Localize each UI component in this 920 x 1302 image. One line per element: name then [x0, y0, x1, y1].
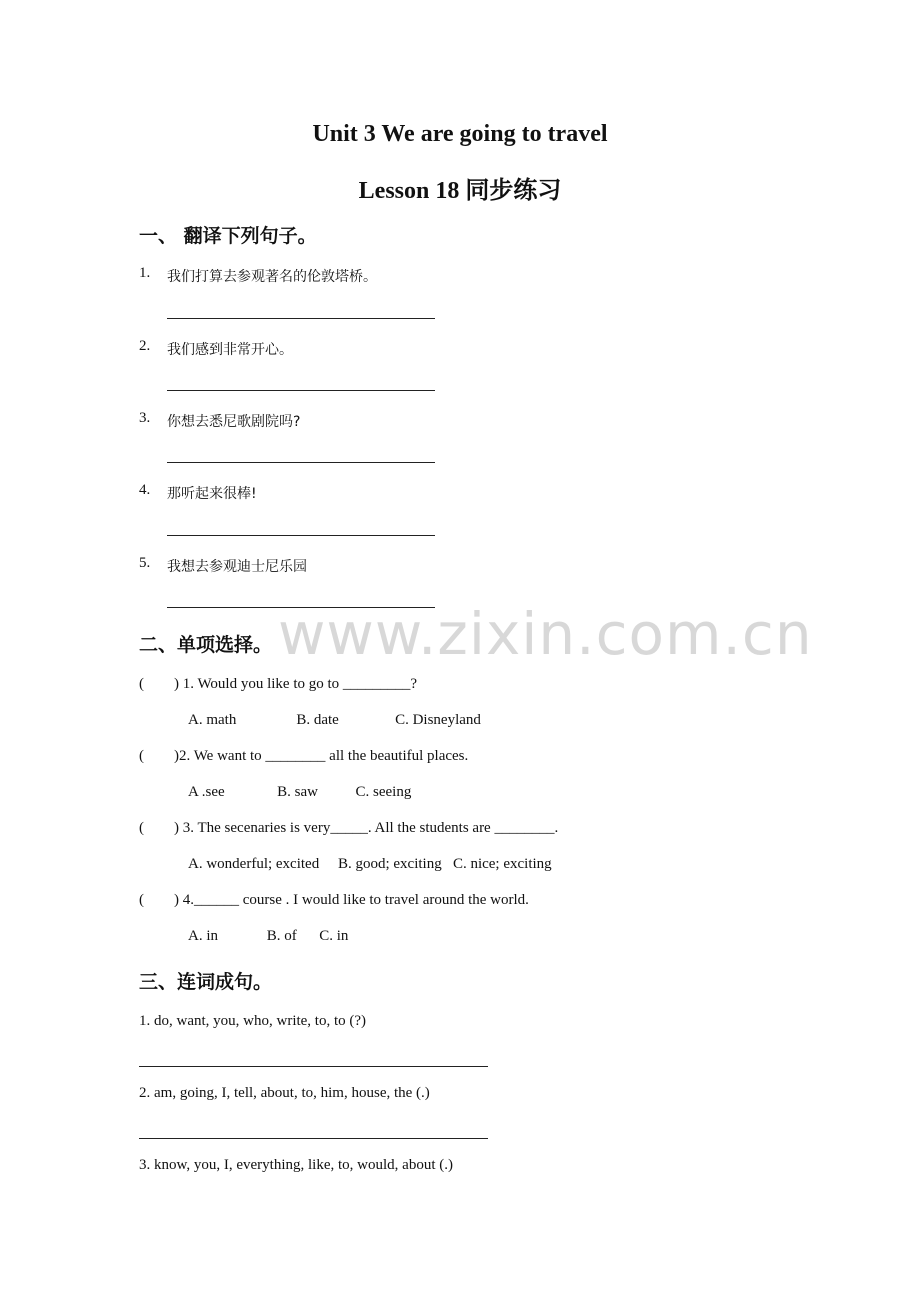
s1-item-4-number: 4. — [139, 482, 151, 498]
s1-item-2-number: 2. — [139, 338, 151, 354]
s1-item-5-number: 5. — [139, 555, 151, 571]
s1-answer-line-1 — [167, 318, 435, 319]
s1-item-2-text: 我们感到非常开心。 — [167, 342, 293, 358]
s1-item-4-text: 那听起来很棒! — [167, 486, 257, 502]
section1-heading: 一、 翻译下列句子。 — [139, 225, 317, 247]
s3-item-2: 2. am, going, I, tell, about, to, him, house, the (.) — [139, 1085, 430, 1101]
s1-answer-line-5 — [167, 607, 435, 608]
s3-answer-line-2 — [139, 1138, 488, 1139]
s3-item-1: 1. do, want, you, who, write, to, to (?) — [139, 1013, 367, 1029]
s1-answer-line-4 — [167, 535, 435, 536]
watermark-text: www.zixin.com.cn — [278, 600, 813, 668]
section3-heading: 三、连词成句。 — [139, 971, 273, 993]
s2-question-4-options: A. in B. of C. in — [188, 928, 349, 944]
s3-item-3: 3. know, you, I, everything, like, to, would, about (.) — [139, 1157, 453, 1173]
s2-question-2: ( )2. We want to ________ all the beautiful places. — [139, 748, 469, 764]
s1-item-3-number: 3. — [139, 410, 151, 426]
page-subtitle: Lesson 18 同步练习 — [358, 178, 562, 204]
s2-question-3: ( ) 3. The secenaries is very_____. All the students are ________. — [139, 820, 559, 836]
s2-question-4: ( ) 4.______ course . I would like to travel around the world. — [139, 892, 529, 908]
s1-item-1-text: 我们打算去参观著名的伦敦塔桥。 — [167, 269, 377, 285]
s2-question-3-options: A. wonderful; excited B. good; exciting C. nice; exciting — [188, 856, 552, 872]
s2-question-2-options: A .see B. saw C. seeing — [188, 784, 412, 800]
s1-item-3-text: 你想去悉尼歌剧院吗? — [167, 414, 301, 430]
s1-answer-line-2 — [167, 390, 435, 391]
s2-question-1: ( ) 1. Would you like to go to _________? — [139, 676, 418, 692]
s3-answer-line-1 — [139, 1066, 488, 1067]
s2-question-1-options: A. math B. date C. Disneyland — [188, 712, 481, 728]
s1-answer-line-3 — [167, 462, 435, 463]
page-title: Unit 3 We are going to travel — [312, 121, 608, 147]
s1-item-1-number: 1. — [139, 265, 151, 281]
s1-item-5-text: 我想去参观迪士尼乐园 — [167, 559, 307, 575]
section2-heading: 二、单项选择。 — [139, 634, 273, 656]
